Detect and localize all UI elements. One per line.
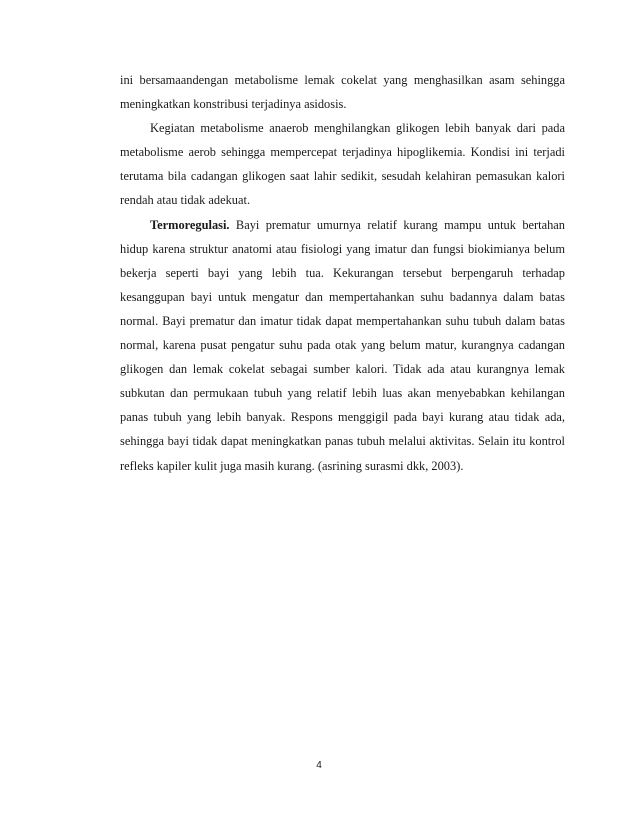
page-number: 4 <box>316 760 322 771</box>
paragraph-text: ini bersamaandengan metabolisme lemak cokelat yang menghasilkan asam sehingga meningkatkan konstribusi terjadinya asidosis. <box>120 73 565 112</box>
body-text <box>120 68 565 478</box>
paragraph-text: Bayi prematur umurnya relatif kurang mampu untuk bertahan hidup karena struktur anatomi atau fisiologi yang imatur dan fungsi biokimianya belum bekerja seperti bayi yang lebih tua. Kekurangan tersebut berpengaruh terhadap kesanggupan bayi untuk mengatur dan mempertahankan suhu badannya dalam batas normal. Bayi prematur dan imatur tidak dapat mempertahankan suhu tubuh dalam batas normal, karena pusat pengatur suhu pada otak yang belum matur, kurangnya cadangan glikogen dan lemak cokelat sebagai sumber kalori. Tidak ada atau kurangnya lemak subkutan dan permukaan tubuh yang relatif lebih luas akan menyebabkan kehilangan panas tubuh yang lebih banyak. Respons menggigil pada bayi kurang atau tidak ada, sehingga bayi tidak dapat meningkatkan panas tubuh melalui aktivitas. Selain itu kontrol refleks kapiler kulit juga masih kurang. (asrining surasmi dkk, 2003). <box>120 217 565 473</box>
paragraph-glycogen <box>120 116 565 212</box>
run-in-heading: Termoregulasi. <box>150 217 230 232</box>
paragraph-continuation <box>120 68 565 116</box>
paragraph-thermoregulation <box>120 213 565 478</box>
paragraph-text: Kegiatan metabolisme anaerob menghilangkan glikogen lebih banyak dari pada metabolisme aerob sehingga mempercepat terjadinya hipoglikemia. Kondisi ini terjadi terutama bila cadangan glikogen saat lahir sedikit, sesudah kelahiran pemasukan kalori rendah atau tidak adekuat. <box>120 121 565 208</box>
